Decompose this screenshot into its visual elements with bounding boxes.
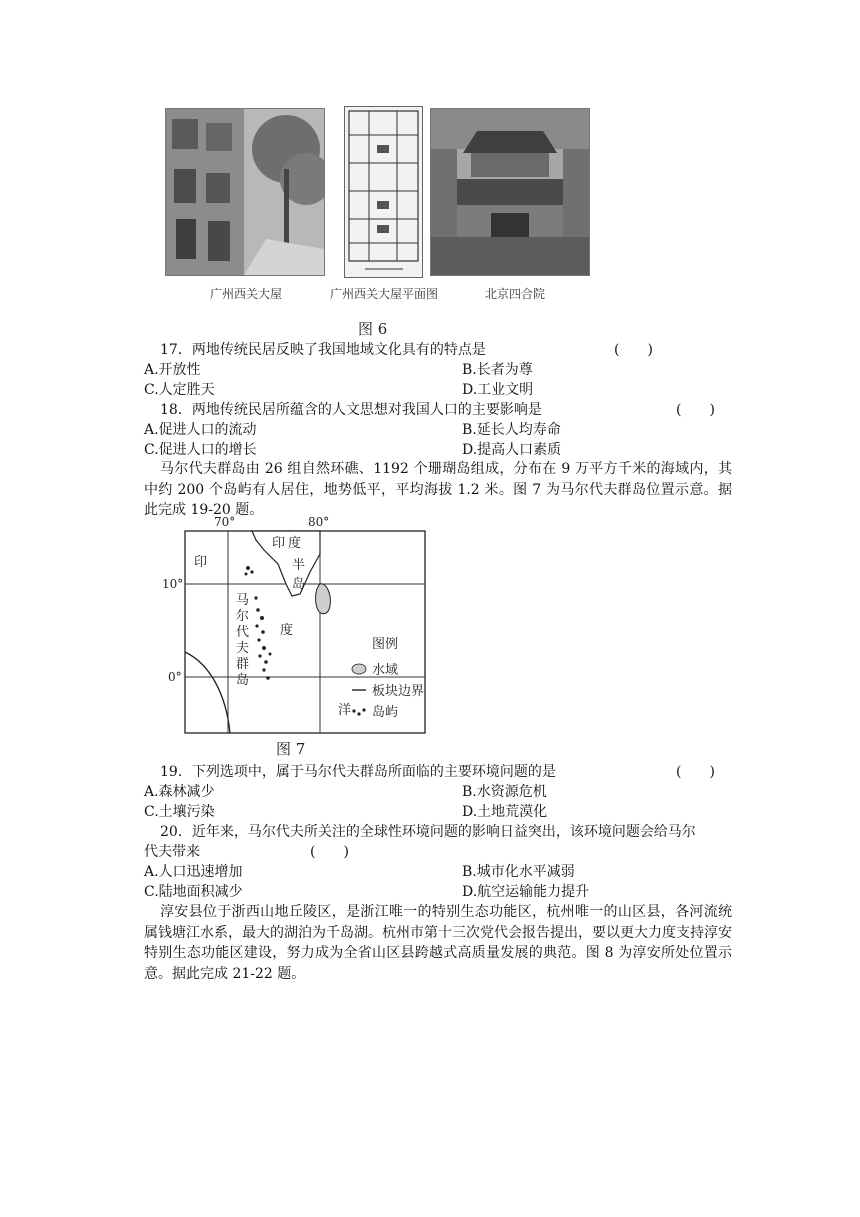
question-20-option-d: D.航空运输能力提升 bbox=[462, 884, 590, 900]
question-18-option-b: B.延长人均寿命 bbox=[462, 422, 561, 438]
lat-label-10: 10° bbox=[162, 577, 184, 591]
xiguan-floor-plan bbox=[344, 106, 423, 278]
question-17-option-b: B.长者为尊 bbox=[462, 362, 533, 378]
islands-char-5: 群 bbox=[236, 657, 250, 672]
question-17-bracket: ( ) bbox=[614, 342, 653, 358]
figure7-maldives-map bbox=[160, 514, 460, 762]
ocean-char-du: 度 bbox=[280, 623, 294, 638]
lon-label-70: 70° bbox=[214, 515, 236, 529]
question-19-bracket: ( ) bbox=[676, 764, 715, 780]
question-20-stem-line2: 代夫带来 bbox=[144, 844, 200, 860]
question-19-option-c: C.土壤污染 bbox=[144, 804, 215, 820]
question-18-bracket: ( ) bbox=[676, 402, 715, 418]
legend-title: 图例 bbox=[372, 637, 399, 652]
islands-char-4: 夫 bbox=[236, 641, 250, 656]
lat-label-0: 0° bbox=[168, 670, 182, 684]
islands-char-6: 岛 bbox=[236, 673, 250, 688]
peninsula-char-1: 印 bbox=[272, 536, 286, 551]
legend-island-label: 岛屿 bbox=[372, 705, 399, 720]
question-18-option-c: C.促进人口的增长 bbox=[144, 442, 257, 458]
peninsula-char-4: 岛 bbox=[292, 577, 306, 592]
legend-water-label: 水域 bbox=[372, 663, 399, 678]
islands-char-2: 尔 bbox=[236, 609, 250, 624]
figure6-label: 图 6 bbox=[358, 320, 388, 338]
ocean-char-yin: 印 bbox=[194, 555, 208, 570]
question-18-option-d: D.提高人口素质 bbox=[462, 442, 562, 458]
question-20-bracket: ( ) bbox=[310, 844, 349, 860]
peninsula-char-3: 半 bbox=[292, 558, 306, 573]
beijing-siheyuan-photo bbox=[430, 108, 590, 276]
lon-label-80: 80° bbox=[308, 515, 330, 529]
question-17-option-a: A.开放性 bbox=[144, 362, 201, 378]
guangzhou-xiguan-house-photo bbox=[165, 108, 325, 276]
islands-char-3: 代 bbox=[236, 625, 250, 640]
figure7-label: 图 7 bbox=[276, 740, 306, 758]
question-19-stem: 19．下列选项中，属于马尔代夫群岛所面临的主要环境问题的是 bbox=[160, 764, 556, 780]
passage-maldives: 马尔代夫群岛由 26 组自然环礁、1192 个珊瑚岛组成，分布在 9 万平方千米的海域内，其中约 200 个岛屿有人居住，地势低平，平均海拔 1.2 米。图 7 为马尔代夫群岛位置示意。据此完成 19-20 题。 bbox=[144, 461, 732, 518]
question-19-option-d: D.土地荒漠化 bbox=[462, 804, 548, 820]
peninsula-char-2: 度 bbox=[288, 536, 302, 551]
question-20-option-b: B.城市化水平减弱 bbox=[462, 864, 575, 880]
caption-xiguan-house: 广州西关大屋 bbox=[210, 287, 283, 301]
caption-xiguan-plan: 广州西关大屋平面图 bbox=[330, 287, 439, 301]
legend-water-swatch bbox=[352, 664, 366, 674]
question-18-stem: 18．两地传统民居所蕴含的人文思想对我国人口的主要影响是 bbox=[160, 402, 542, 418]
passage-chunan: 淳安县位于浙西山地丘陵区，是浙江唯一的特别生态功能区，杭州唯一的山区县，各河流统属钱塘江水系，最大的湖泊为千岛湖。杭州市第十三次党代会报告提出，要以更大力度支持淳安特别生态功能区建设，努力成为全省山区县跨越式高质量发展的典范。图 8 为淳安所处位置示意。据此完成 21-22 题。 bbox=[144, 904, 732, 982]
question-17-option-d: D.工业文明 bbox=[462, 382, 534, 398]
question-20-stem-line1: 20．近年来，马尔代夫所关注的全球性环境问题的影响日益突出，该环境问题会给马尔 bbox=[160, 824, 696, 840]
caption-siheyuan: 北京四合院 bbox=[485, 287, 546, 301]
legend-boundary-label: 板块边界 bbox=[372, 684, 425, 699]
islands-char-1: 马 bbox=[236, 593, 250, 608]
question-17-option-c: C.人定胜天 bbox=[144, 382, 215, 398]
question-18-option-a: A.促进人口的流动 bbox=[144, 422, 257, 438]
question-19-option-a: A.森林减少 bbox=[144, 784, 215, 800]
question-20-option-a: A.人口迅速增加 bbox=[144, 864, 243, 880]
question-17-stem: 17．两地传统民居反映了我国地域文化具有的特点是 bbox=[160, 342, 486, 358]
question-19-option-b: B.水资源危机 bbox=[462, 784, 547, 800]
question-20-option-c: C.陆地面积减少 bbox=[144, 884, 243, 900]
ocean-char-yang: 洋 bbox=[338, 703, 352, 718]
